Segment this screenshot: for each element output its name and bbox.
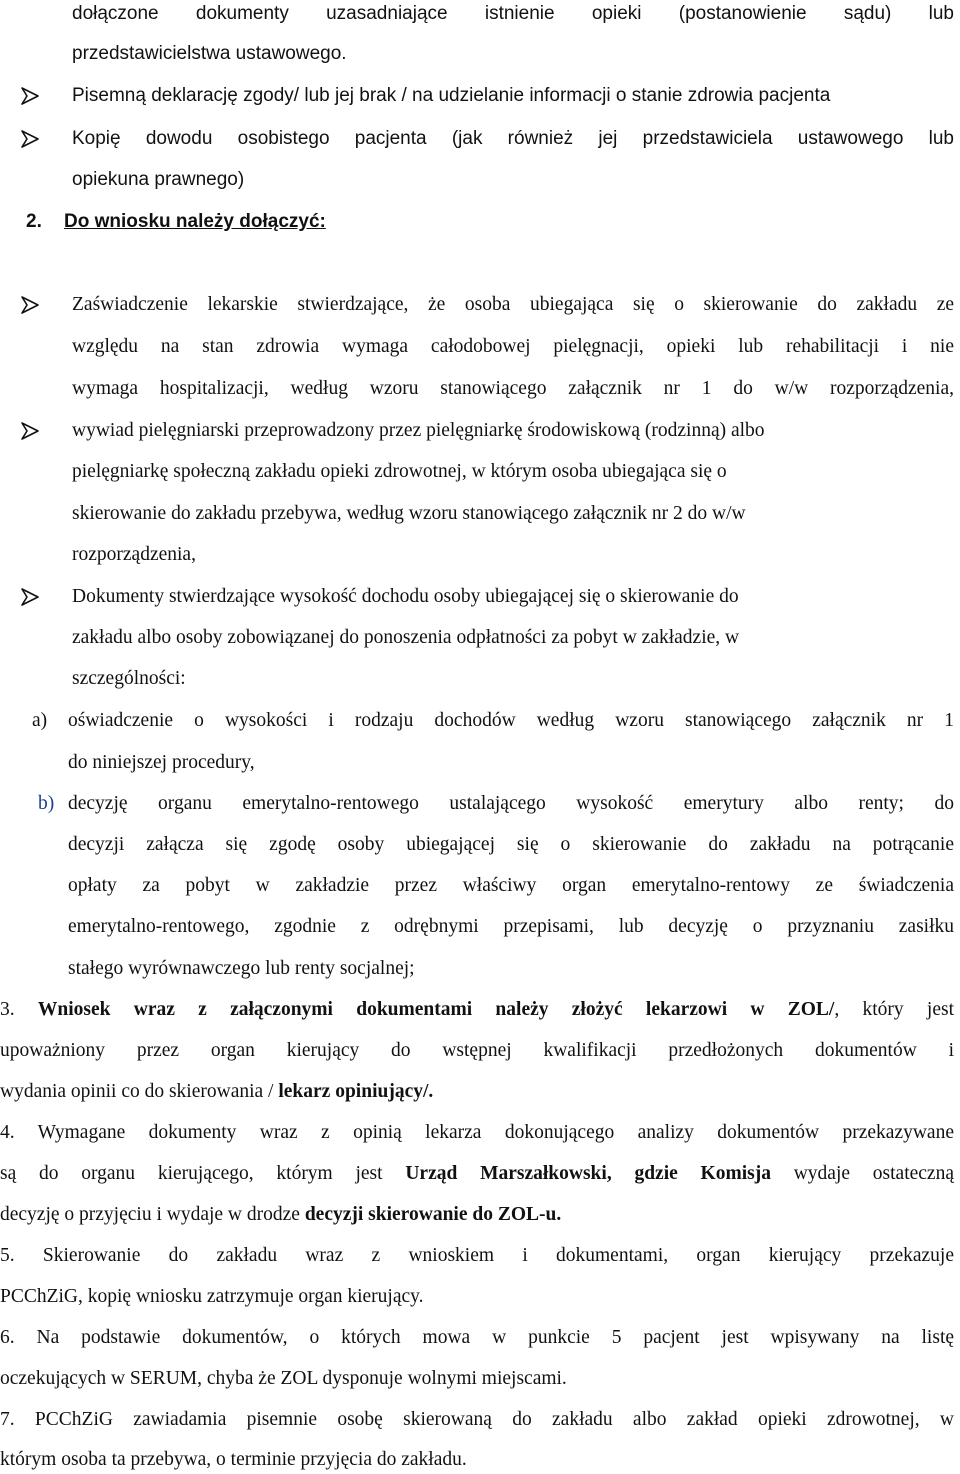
section-2-number: 2. <box>26 211 42 232</box>
arrow-bullet-icon <box>18 84 42 108</box>
subitem-b-line-5: stałego wyrównawczego lub renty socjalnej; <box>68 958 415 979</box>
section-2-heading: Do wniosku należy dołączyć: <box>64 211 326 232</box>
arrow-bullet-icon <box>18 585 42 609</box>
attachment-declaration: Pisemną deklarację zgody/ lub jej brak / na udzielanie informacji o stanie zdrowia pacjenta <box>72 85 831 106</box>
item-certificate-2: względu na stan zdrowia wymaga całodobowej pielęgnacji, opieki lub rehabilitacji i nie <box>72 336 954 357</box>
item-income-docs-3: szczególności: <box>72 668 186 689</box>
arrow-bullet-icon <box>18 419 42 443</box>
section-3-line-3: wydania opinii co do skierowania / lekarz opiniujący/. <box>0 1081 434 1102</box>
item-income-docs-2: zakładu albo osoby zobowiązanej do ponoszenia odpłatności za pobyt w zakładzie, w <box>72 627 740 648</box>
subitem-a-line-1: oświadczenie o wysokości i rodzaju dochodów według wzoru stanowiącego załącznik nr 1 <box>68 710 954 731</box>
item-income-docs-1: Dokumenty stwierdzające wysokość dochodu osoby ubiegającej się o skierowanie do <box>72 586 739 607</box>
arrow-bullet-icon <box>18 127 42 151</box>
item-certificate-3: wymaga hospitalizacji, według wzoru stanowiącego załącznik nr 1 do w/w rozporządzenia, <box>72 378 954 399</box>
item-nurse-interview-4: rozporządzenia, <box>72 544 196 565</box>
subitem-b-line-2: decyzji załącza się zgodę osoby ubiegającej się o skierowanie do zakładu na potrącanie <box>68 834 954 855</box>
section-4-line-1: 4. Wymagane dokumenty wraz z opinią lekarza dokonującego analizy dokumentów przekazywane <box>0 1122 954 1143</box>
section-7-line-1: 7. PCChZiG zawiadamia pisemnie osobę skierowaną do zakładu albo zakład opieki zdrowotnej, w <box>0 1409 954 1430</box>
top-line-2: przedstawicielstwa ustawowego. <box>72 43 347 64</box>
subitem-b-label: b) <box>38 793 55 814</box>
subitem-a-line-2: do niniejszej procedury, <box>68 752 255 773</box>
section-4-line-2: są do organu kierującego, którym jest Urząd Marszałkowski, gdzie Komisja wydaje ostateczną <box>0 1163 954 1184</box>
attachment-id-copy-2: opiekuna prawnego) <box>72 169 245 190</box>
section-5-line-1: 5. Skierowanie do zakładu wraz z wnioskiem i dokumentami, organ kierujący przekazuje <box>0 1245 954 1266</box>
section-7-line-2: którym osoba ta przebywa, o terminie przyjęcia do zakładu. <box>0 1449 467 1470</box>
section-4-line-3: decyzję o przyjęciu i wydaje w drodze decyzji skierowanie do ZOL-u. <box>0 1204 562 1225</box>
section-6-line-2: oczekujących w SERUM, chyba że ZOL dysponuje wolnymi miejscami. <box>0 1368 567 1389</box>
item-nurse-interview-2: pielęgniarkę społeczną zakładu opieki zdrowotnej, w którym osoba ubiegająca się o <box>72 461 727 482</box>
item-certificate-1: Zaświadczenie lekarskie stwierdzające, że osoba ubiegająca się o skierowanie do zakładu ze <box>72 294 954 315</box>
item-nurse-interview-1: wywiad pielęgniarski przeprowadzony przez pielęgniarkę środowiskową (rodzinną) albo <box>72 420 765 441</box>
item-nurse-interview-3: skierowanie do zakładu przebywa, według wzoru stanowiącego załącznik nr 2 do w/w <box>72 503 746 524</box>
section-6-line-1: 6. Na podstawie dokumentów, o których mowa w punkcie 5 pacjent jest wpisywany na listę <box>0 1327 955 1348</box>
subitem-b-line-3: opłaty za pobyt w zakładzie przez właściwy organ emerytalno-rentowy ze świadczenia <box>68 875 954 896</box>
section-3-line-1: 3. Wniosek wraz z załączonymi dokumentami należy złożyć lekarzowi w ZOL/, który jest <box>0 999 954 1020</box>
subitem-a-label: a) <box>32 710 48 731</box>
subitem-b-line-4: emerytalno-rentowego, zgodnie z odrębnymi przepisami, lub decyzję o przyznaniu zasiłku <box>68 916 954 937</box>
section-5-line-2: PCChZiG, kopię wniosku zatrzymuje organ kierujący. <box>0 1286 424 1307</box>
section-3-line-2: upoważniony przez organ kierujący do wstępnej kwalifikacji przedłożonych dokumentów i <box>0 1040 954 1061</box>
subitem-b-line-1: decyzję organu emerytalno-rentowego ustalającego wysokość emerytury albo renty; do <box>68 793 954 814</box>
arrow-bullet-icon <box>18 293 42 317</box>
attachment-id-copy-1: Kopię dowodu osobistego pacjenta (jak również jej przedstawiciela ustawowego lub <box>72 128 954 149</box>
top-line-1: dołączone dokumenty uzasadniające istnienie opieki (postanowienie sądu) lub <box>72 3 954 24</box>
